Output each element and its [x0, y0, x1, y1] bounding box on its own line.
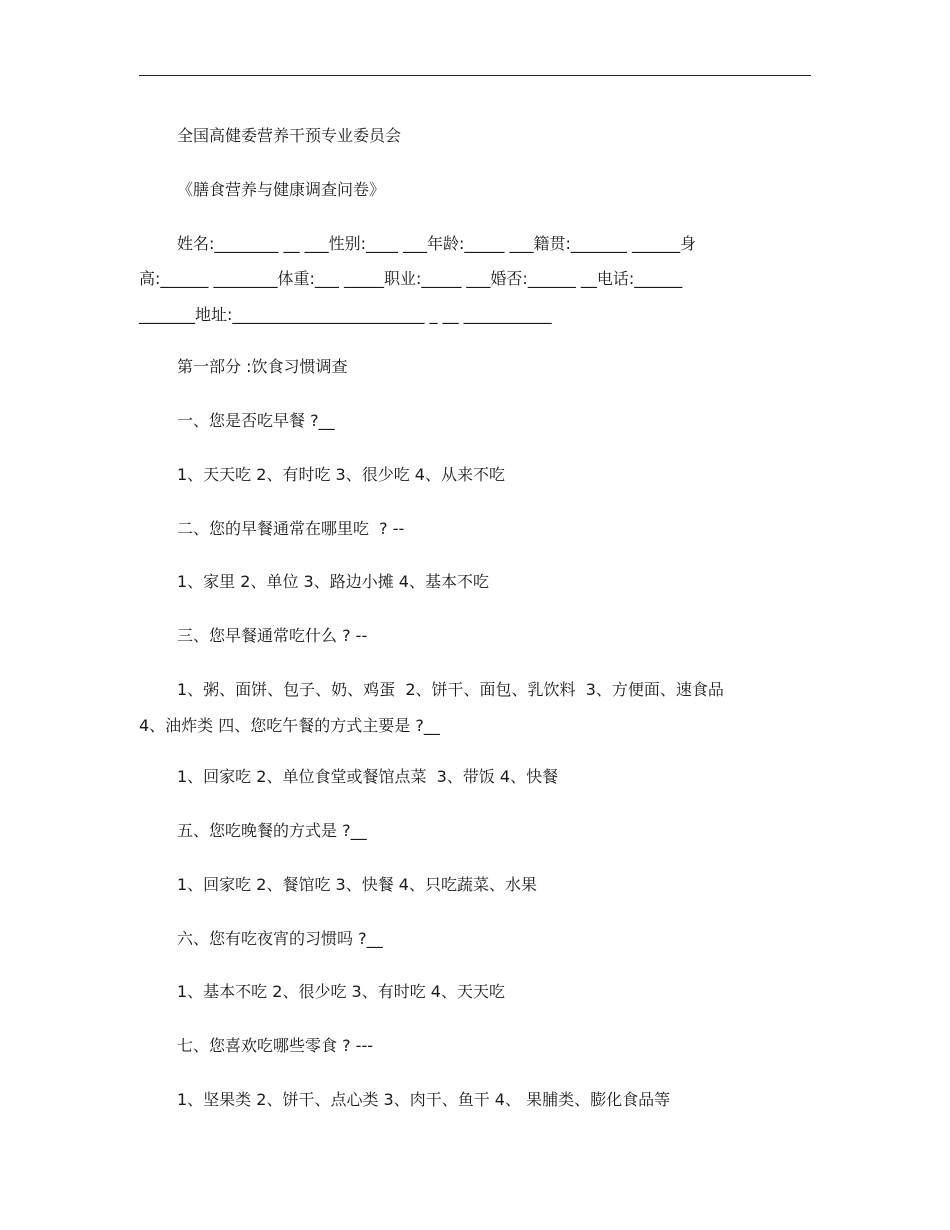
section-title: 第一部分 :饮食习惯调查 — [177, 357, 348, 376]
question-7: 七、您喜欢吃哪些零食 ? --- — [177, 1036, 373, 1055]
question-4-options: 1、回家吃 2、单位食堂或餐馆点菜 3、带饭 4、快餐 — [177, 767, 559, 786]
question-7-options: 1、坚果类 2、饼干、点心类 3、肉干、鱼干 4、 果脯类、膨化食品等 — [177, 1090, 671, 1109]
org-name: 全国高健委营养干预专业委员会 — [177, 126, 402, 145]
question-3-options-cont: 4、油炸类 四、您吃午餐的方式主要是 ?__ — [139, 716, 440, 735]
question-2: 二、您的早餐通常在哪里吃 ? -- — [177, 519, 405, 538]
question-1: 一、您是否吃早餐 ?__ — [177, 411, 335, 430]
question-3-options: 1、粥、面饼、包子、奶、鸡蛋 2、饼干、面包、乳饮料 3、方便面、速食品 — [177, 680, 724, 699]
question-5: 五、您吃晚餐的方式是 ?__ — [177, 821, 367, 840]
question-6: 六、您有吃夜宵的习惯吗 ?__ — [177, 929, 383, 948]
personal-info-line-1: 姓名:________ __ ___性别:____ ___年龄:_____ ___籍贯:_______ ______身 — [177, 234, 696, 253]
question-3: 三、您早餐通常吃什么 ? -- — [177, 626, 368, 645]
question-5-options: 1、回家吃 2、餐馆吃 3、快餐 4、只吃蔬菜、水果 — [177, 875, 537, 894]
question-6-options: 1、基本不吃 2、很少吃 3、有时吃 4、天天吃 — [177, 982, 505, 1001]
header-rule — [139, 75, 811, 76]
question-1-options: 1、天天吃 2、有时吃 3、很少吃 4、从来不吃 — [177, 465, 505, 484]
question-2-options: 1、家里 2、单位 3、路边小摊 4、基本不吃 — [177, 572, 489, 591]
personal-info-line-3: _______地址:________________________ _ __ ___________ — [139, 305, 552, 324]
questionnaire-title: 《膳食营养与健康调查问卷》 — [177, 180, 386, 199]
personal-info-line-2: 高:______ ________体重:___ _____职业:_____ ___婚否:______ __电话:______ — [139, 269, 683, 288]
